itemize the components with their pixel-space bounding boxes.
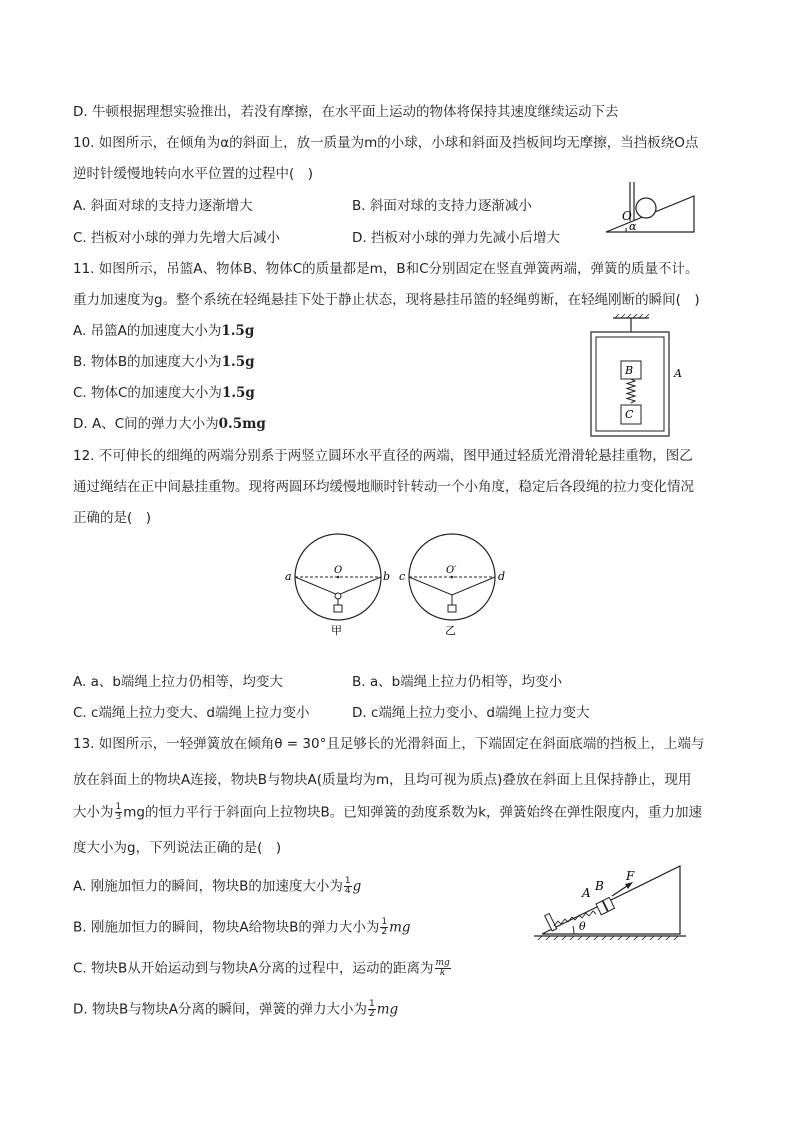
- q11-stem-line2: 重力加速度为g。整个系统在轻绳悬挂下处于静止状态，现将悬挂吊篮的轻绳剪断，在轻绳刚断的瞬间( ): [73, 292, 700, 308]
- q13-stem-line3: [73, 803, 702, 822]
- q13-option-b: [73, 918, 411, 937]
- q13-stem3-pre: 大小为: [73, 804, 114, 821]
- q13-b-den: 2: [381, 927, 388, 937]
- q12-stem-line1: 12. 不可伸长的细绳的两端分别系于两竖立圆环水平直径的两端，图甲通过轻质光滑滑轮悬挂重物，图乙: [73, 448, 693, 464]
- q9-option-d: D. 牛顿根据理想实验推出，若没有摩擦，在水平面上运动的物体将保持其速度继续运动下去: [73, 104, 619, 120]
- q11-option-b-value: 1.5g: [221, 354, 255, 370]
- q12-option-d: D. c端绳上拉力变小、d端绳上拉力变大: [352, 705, 590, 721]
- q13-stem-line2: 放在斜面上的物块A连接，物块B与物块A(质量均为m，且均可视为质点)叠放在斜面上且保持静止，现用: [73, 772, 692, 788]
- ring-jia-center: [337, 576, 340, 579]
- theta-arc: [573, 926, 574, 934]
- q13-label-a: A: [582, 886, 591, 900]
- q13-option-d-text: D. 物块B与物块A分离的瞬间，弹簧的弹力大小为: [73, 1001, 367, 1018]
- spring: [554, 911, 596, 926]
- q11-option-a-value: 1.5g: [221, 323, 255, 339]
- q10-option-c: C. 挡板对小球的弹力先增大后减小: [73, 230, 281, 246]
- q13-label-theta: θ: [579, 920, 586, 933]
- q12-option-c: C. c端绳上拉力变大、d端绳上拉力变小: [73, 705, 310, 721]
- q12-option-a: A. a、b端绳上拉力仍相等，均变大: [73, 674, 283, 690]
- q12-label-o-prime: O′: [446, 565, 457, 576]
- q12-rings-figure: [276, 528, 516, 668]
- ball: [636, 198, 656, 218]
- q13-stem-line4: 度大小为g，下列说法正确的是( ): [73, 840, 282, 856]
- q11-option-b-text: B. 物体B的加速度大小为: [73, 354, 222, 370]
- q11-option-a-text: A. 吊篮A的加速度大小为: [73, 323, 222, 339]
- q13-option-a-text: A. 刚施加恒力的瞬间，物块B的加速度大小为: [73, 878, 343, 895]
- q11-option-c: [73, 384, 255, 402]
- q11-option-c-value: 1.5g: [221, 385, 255, 401]
- weight-jia: [334, 605, 342, 612]
- q10-incline-figure: [600, 178, 700, 238]
- q10-label-alpha: α: [629, 220, 637, 233]
- q12-stem-line3: 正确的是( ): [73, 510, 152, 526]
- q11-basket-figure: [585, 314, 695, 440]
- q11-label-b: B: [625, 364, 634, 377]
- q13-option-a-fraction: [344, 877, 352, 896]
- ring-yi-center: [451, 576, 454, 579]
- q13-b-post: mg: [389, 919, 411, 936]
- q13-d-num: 1: [368, 999, 375, 1009]
- q11-option-d-text: D. A、C间的弹力大小为: [73, 416, 219, 432]
- q13-a-den: 4: [344, 886, 351, 896]
- q10-option-d: D. 挡板对小球的弹力先减小后增大: [352, 230, 560, 246]
- q13-option-c-fraction: [435, 959, 451, 978]
- q13-label-b: B: [595, 879, 604, 893]
- q10-option-a: A. 斜面对球的支持力逐渐增大: [73, 198, 253, 214]
- q13-option-c: [73, 959, 452, 978]
- q13-option-b-fraction: [380, 918, 388, 937]
- q12-stem-line2: 通过绳结在正中间悬挂重物。现将两圆环均缓慢地顺时针转动一个小角度，稳定后各段绳的拉力变化情况: [73, 479, 694, 495]
- q10-stem-line1: 10. 如图所示，在倾角为α的斜面上，放一质量为m的小球，小球和斜面及挡板间均无摩擦，当挡板绕O点: [73, 135, 699, 151]
- q12-label-yi: 乙: [445, 624, 456, 637]
- end-baffle: [545, 913, 557, 930]
- q12-label-c: c: [399, 570, 406, 583]
- q13-c-den: k: [439, 968, 446, 978]
- q11-option-d: [73, 415, 266, 433]
- q13-incline-figure: [530, 862, 690, 946]
- q10-option-b: B. 斜面对球的支持力逐渐减小: [352, 198, 532, 214]
- q13-stem3-fraction: [115, 803, 123, 822]
- q12-label-d: d: [498, 570, 506, 583]
- q11-option-b: [73, 353, 255, 371]
- q13-stem-line1: 13. 如图所示，一轻弹簧放在倾角θ = 30°且足够长的光滑斜面上，下端固定在斜面底端的挡板上，上端与: [73, 736, 705, 752]
- spring: [627, 379, 635, 403]
- q13-d-post: mg: [376, 1001, 399, 1018]
- q13-d-den: 2: [368, 1009, 375, 1019]
- q13-label-f: F: [626, 869, 635, 883]
- q11-label-c: C: [625, 408, 634, 421]
- q12-label-a: a: [285, 570, 292, 583]
- force-arrow-head: [625, 882, 633, 889]
- q12-label-o: O: [334, 565, 343, 576]
- q11-option-c-text: C. 物体C的加速度大小为: [73, 385, 222, 401]
- q13-option-d-fraction: [368, 1000, 376, 1019]
- q11-label-a: A: [674, 367, 682, 380]
- weight-yi: [448, 605, 456, 612]
- q13-option-b-text: B. 刚施加恒力的瞬间，物块A给物块B的弹力大小为: [73, 919, 380, 936]
- q13-stem3-den: 3: [115, 812, 122, 822]
- q13-option-c-text: C. 物块B从开始运动到与物块A分离的过程中，运动的距离为: [73, 960, 434, 977]
- q13-a-num: 1: [344, 876, 351, 886]
- q12-option-b: B. a、b端绳上拉力仍相等，均变小: [352, 674, 563, 690]
- ceiling-hatch: [615, 314, 649, 318]
- q10-stem-line2: 逆时针缓慢地转向水平位置的过程中( ): [73, 166, 314, 182]
- q11-option-a: [73, 322, 254, 340]
- q13-stem3-post: mg的恒力平行于斜面向上拉物块B。已知弹簧的劲度系数为k，弹簧始终在弹性限度内，重力加速: [123, 804, 703, 821]
- q13-option-d: [73, 1000, 398, 1019]
- q12-label-jia: 甲: [331, 624, 342, 637]
- q13-a-post: g: [352, 878, 362, 895]
- q13-c-num: mg: [435, 958, 450, 968]
- q13-b-num: 1: [381, 917, 388, 927]
- pulley: [335, 593, 341, 599]
- q13-stem3-num: 1: [115, 802, 122, 812]
- rope-jia: [295, 577, 381, 595]
- rope-yi: [409, 577, 495, 595]
- q11-option-d-value: 0.5mg: [218, 416, 266, 432]
- q13-option-a: [73, 877, 361, 896]
- q11-stem-line1: 11. 如图所示，吊篮A、物体B、物体C的质量都是m，B和C分别固定在竖直弹簧两端，弹簧的质量不计。: [73, 261, 699, 277]
- q12-label-b: b: [383, 570, 391, 583]
- q10-label-o: O: [622, 209, 632, 223]
